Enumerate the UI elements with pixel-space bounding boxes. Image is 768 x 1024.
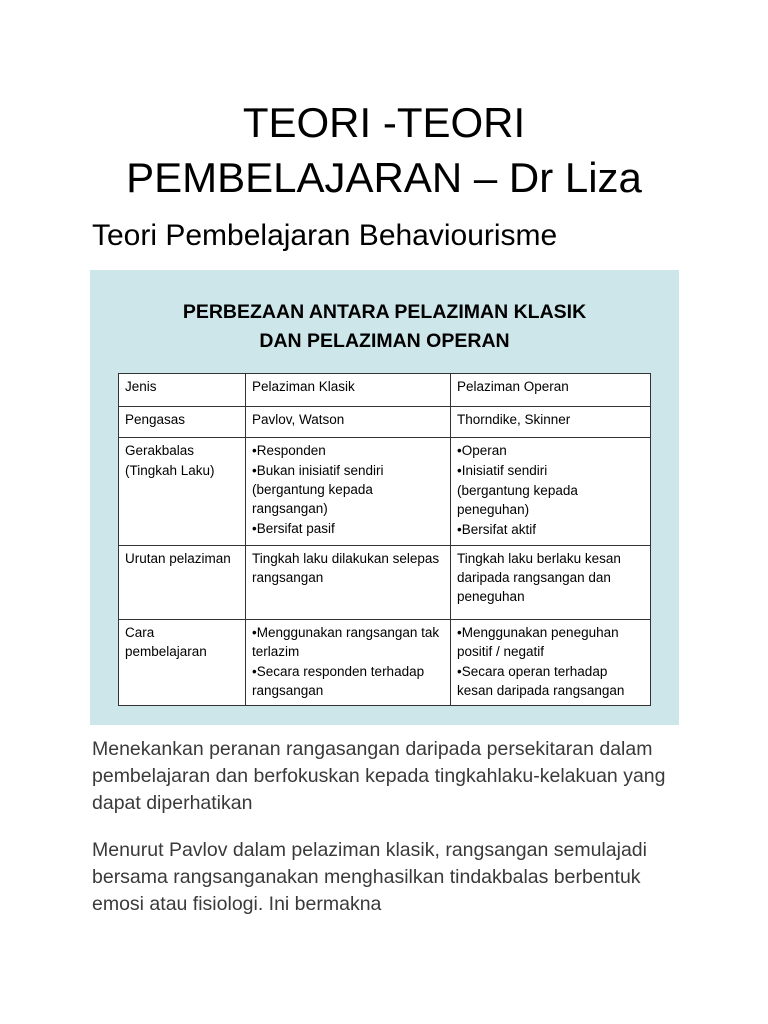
table-row-jenis [119,374,651,407]
cell-line: Tingkah laku dilakukan selepas rangsangan [252,551,440,585]
cell-line: Thorndike, Skinner [457,412,571,427]
cell-line: •Inisiatif sendiri [457,463,548,478]
table-cell-operan [451,407,651,438]
cell-line: •Operan [457,443,507,458]
table-cell-label [119,374,246,407]
table-cell-klasik [246,438,451,546]
section-heading: Teori Pembelajaran Behaviourisme [92,219,558,252]
table-cell-klasik [246,546,451,620]
cell-line: •Secara responden terhadap rangsangan [252,664,425,698]
cell-line: Pelaziman Operan [457,379,569,394]
table-cell-operan [451,620,651,706]
cell-line: Pavlov, Watson [252,412,345,427]
body-paragraph-1: Menekankan peranan rangasangan daripada persekitaran dalam pembelajaran dan berfokuskan kepada tingkahlaku-kelakuan yang dapat diperhatikan [92,738,666,814]
cell-line: •Secara operan terhadap kesan daripada rangsangan [457,664,625,698]
comparison-figure [90,270,679,725]
table-cell-label [119,620,246,706]
cell-line: •Menggunakan peneguhan positif / negatif [457,625,619,659]
table-row-gerakbalas [119,438,651,546]
cell-line: •Bersifat aktif [457,522,537,537]
cell-line: •Menggunakan rangsangan tak terlazim [252,625,440,659]
cell-line: (Tingkah Laku) [125,463,215,478]
table-cell-label [119,407,246,438]
table-cell-klasik [246,407,451,438]
table-cell-operan [451,438,651,546]
cell-line: •Bukan inisiatif sendiri (bergantung kepada rangsangan) [252,463,384,516]
cell-line: Urutan pelaziman [125,551,231,566]
table-cell-operan [451,546,651,620]
cell-line: Cara pembelajaran [125,625,207,659]
cell-line: Tingkah laku berlaku kesan daripada rangsangan dan peneguhan [457,551,621,604]
cell-line: Pelaziman Klasik [252,379,355,394]
figure-heading-line-2: DAN PELAZIMAN OPERAN [259,330,510,352]
table-row-pengasas [119,407,651,438]
cell-line: Gerakbalas [125,443,195,458]
document-title [0,96,768,205]
table-row-urutan [119,546,651,620]
body-paragraph-2: Menurut Pavlov dalam pelaziman klasik, rangsangan semulajadi bersama rangsanganakan menghasilkan tindakbalas berbentuk emosi atau fisiologi. Ini bermakna [92,839,647,915]
table-cell-label [119,546,246,620]
figure-heading-line-1: PERBEZAAN ANTARA PELAZIMAN KLASIK [182,301,587,323]
cell-line: •Responden [252,443,326,458]
table-cell-label [119,438,246,546]
document-title-line-1: TEORI -TEORI [242,99,526,146]
table-cell-operan [451,374,651,407]
cell-line: Jenis [125,379,157,394]
table-cell-klasik [246,620,451,706]
document-title-line-2: PEMBELAJARAN – Dr Liza [126,154,642,201]
cell-line: •Bersifat pasif [252,521,335,536]
comparison-table [118,373,651,706]
table-cell-klasik [246,374,451,407]
cell-line: (bergantung kepada peneguhan) [457,483,578,517]
cell-line: Pengasas [125,412,186,427]
figure-heading [90,298,679,355]
table-row-cara [119,620,651,706]
